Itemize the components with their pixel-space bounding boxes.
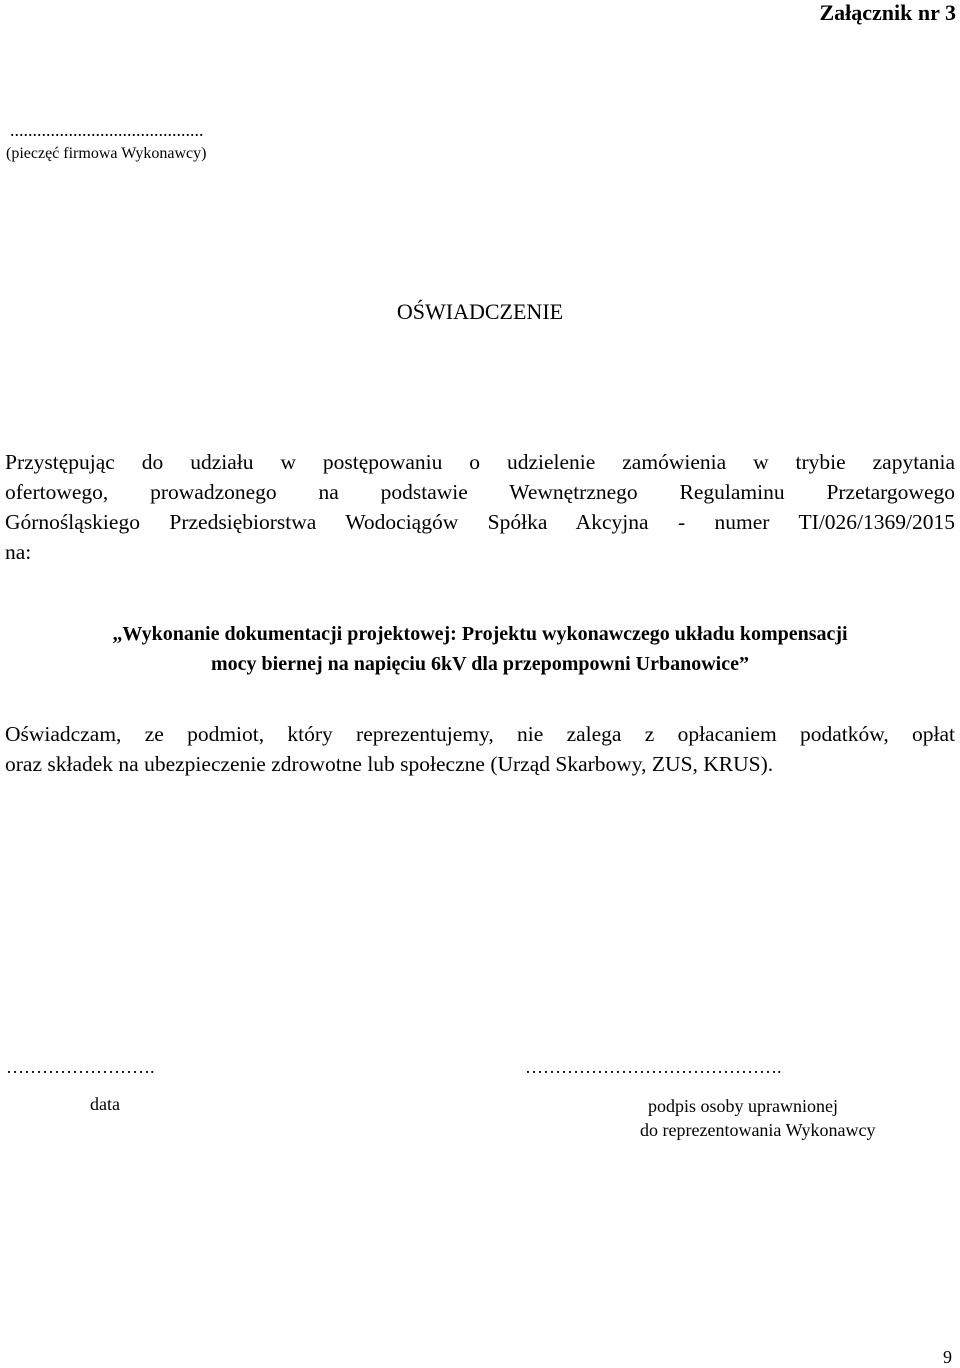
contract-subject xyxy=(5,619,955,679)
signature-label-line: do reprezentowania Wykonawcy xyxy=(640,1120,876,1140)
authorized-signature-line: ……………………………………. xyxy=(525,1057,782,1077)
intro-line: Górnośląskiego Przedsiębiorstwa Wodociągów Spółka Akcyjna - numer TI/026/1369/2015 xyxy=(5,510,955,534)
page-number: 9 xyxy=(943,1347,952,1367)
annex-number: Załącznik nr 3 xyxy=(819,0,956,25)
intro-line: na: xyxy=(5,540,32,564)
date-signature-line: ……………………. xyxy=(6,1057,155,1077)
declaration-line: oraz składek na ubezpieczenie zdrowotne lub społeczne (Urząd Skarbowy, ZUS, KRUS). xyxy=(5,752,774,776)
intro-line: Przystępując do udziału w postępowaniu o udzielenie zamówienia w trybie zapytania xyxy=(5,450,955,474)
company-stamp-label: (pieczęć firmowa Wykonawcy) xyxy=(6,145,207,162)
intro-paragraph xyxy=(5,447,955,567)
declaration-line: Oświadczam, ze podmiot, który reprezentujemy, nie zalega z opłacaniem podatków, opłat xyxy=(5,722,955,746)
signature-label xyxy=(640,1094,950,1142)
intro-line: ofertowego, prowadzonego na podstawie Wewnętrznego Regulaminu Przetargowego xyxy=(5,480,955,504)
date-label: data xyxy=(90,1094,120,1114)
declaration-paragraph xyxy=(5,719,955,779)
subject-line: mocy biernej na napięciu 6kV dla przepompowni Urbanowice” xyxy=(211,653,749,675)
company-stamp-placeholder: ........................................... xyxy=(10,120,204,140)
signature-label-line: podpis osoby uprawnionej xyxy=(648,1096,838,1116)
subject-line: „Wykonanie dokumentacji projektowej: Projektu wykonawczego układu kompensacji xyxy=(112,623,848,645)
document-title: OŚWIADCZENIE xyxy=(396,299,564,324)
